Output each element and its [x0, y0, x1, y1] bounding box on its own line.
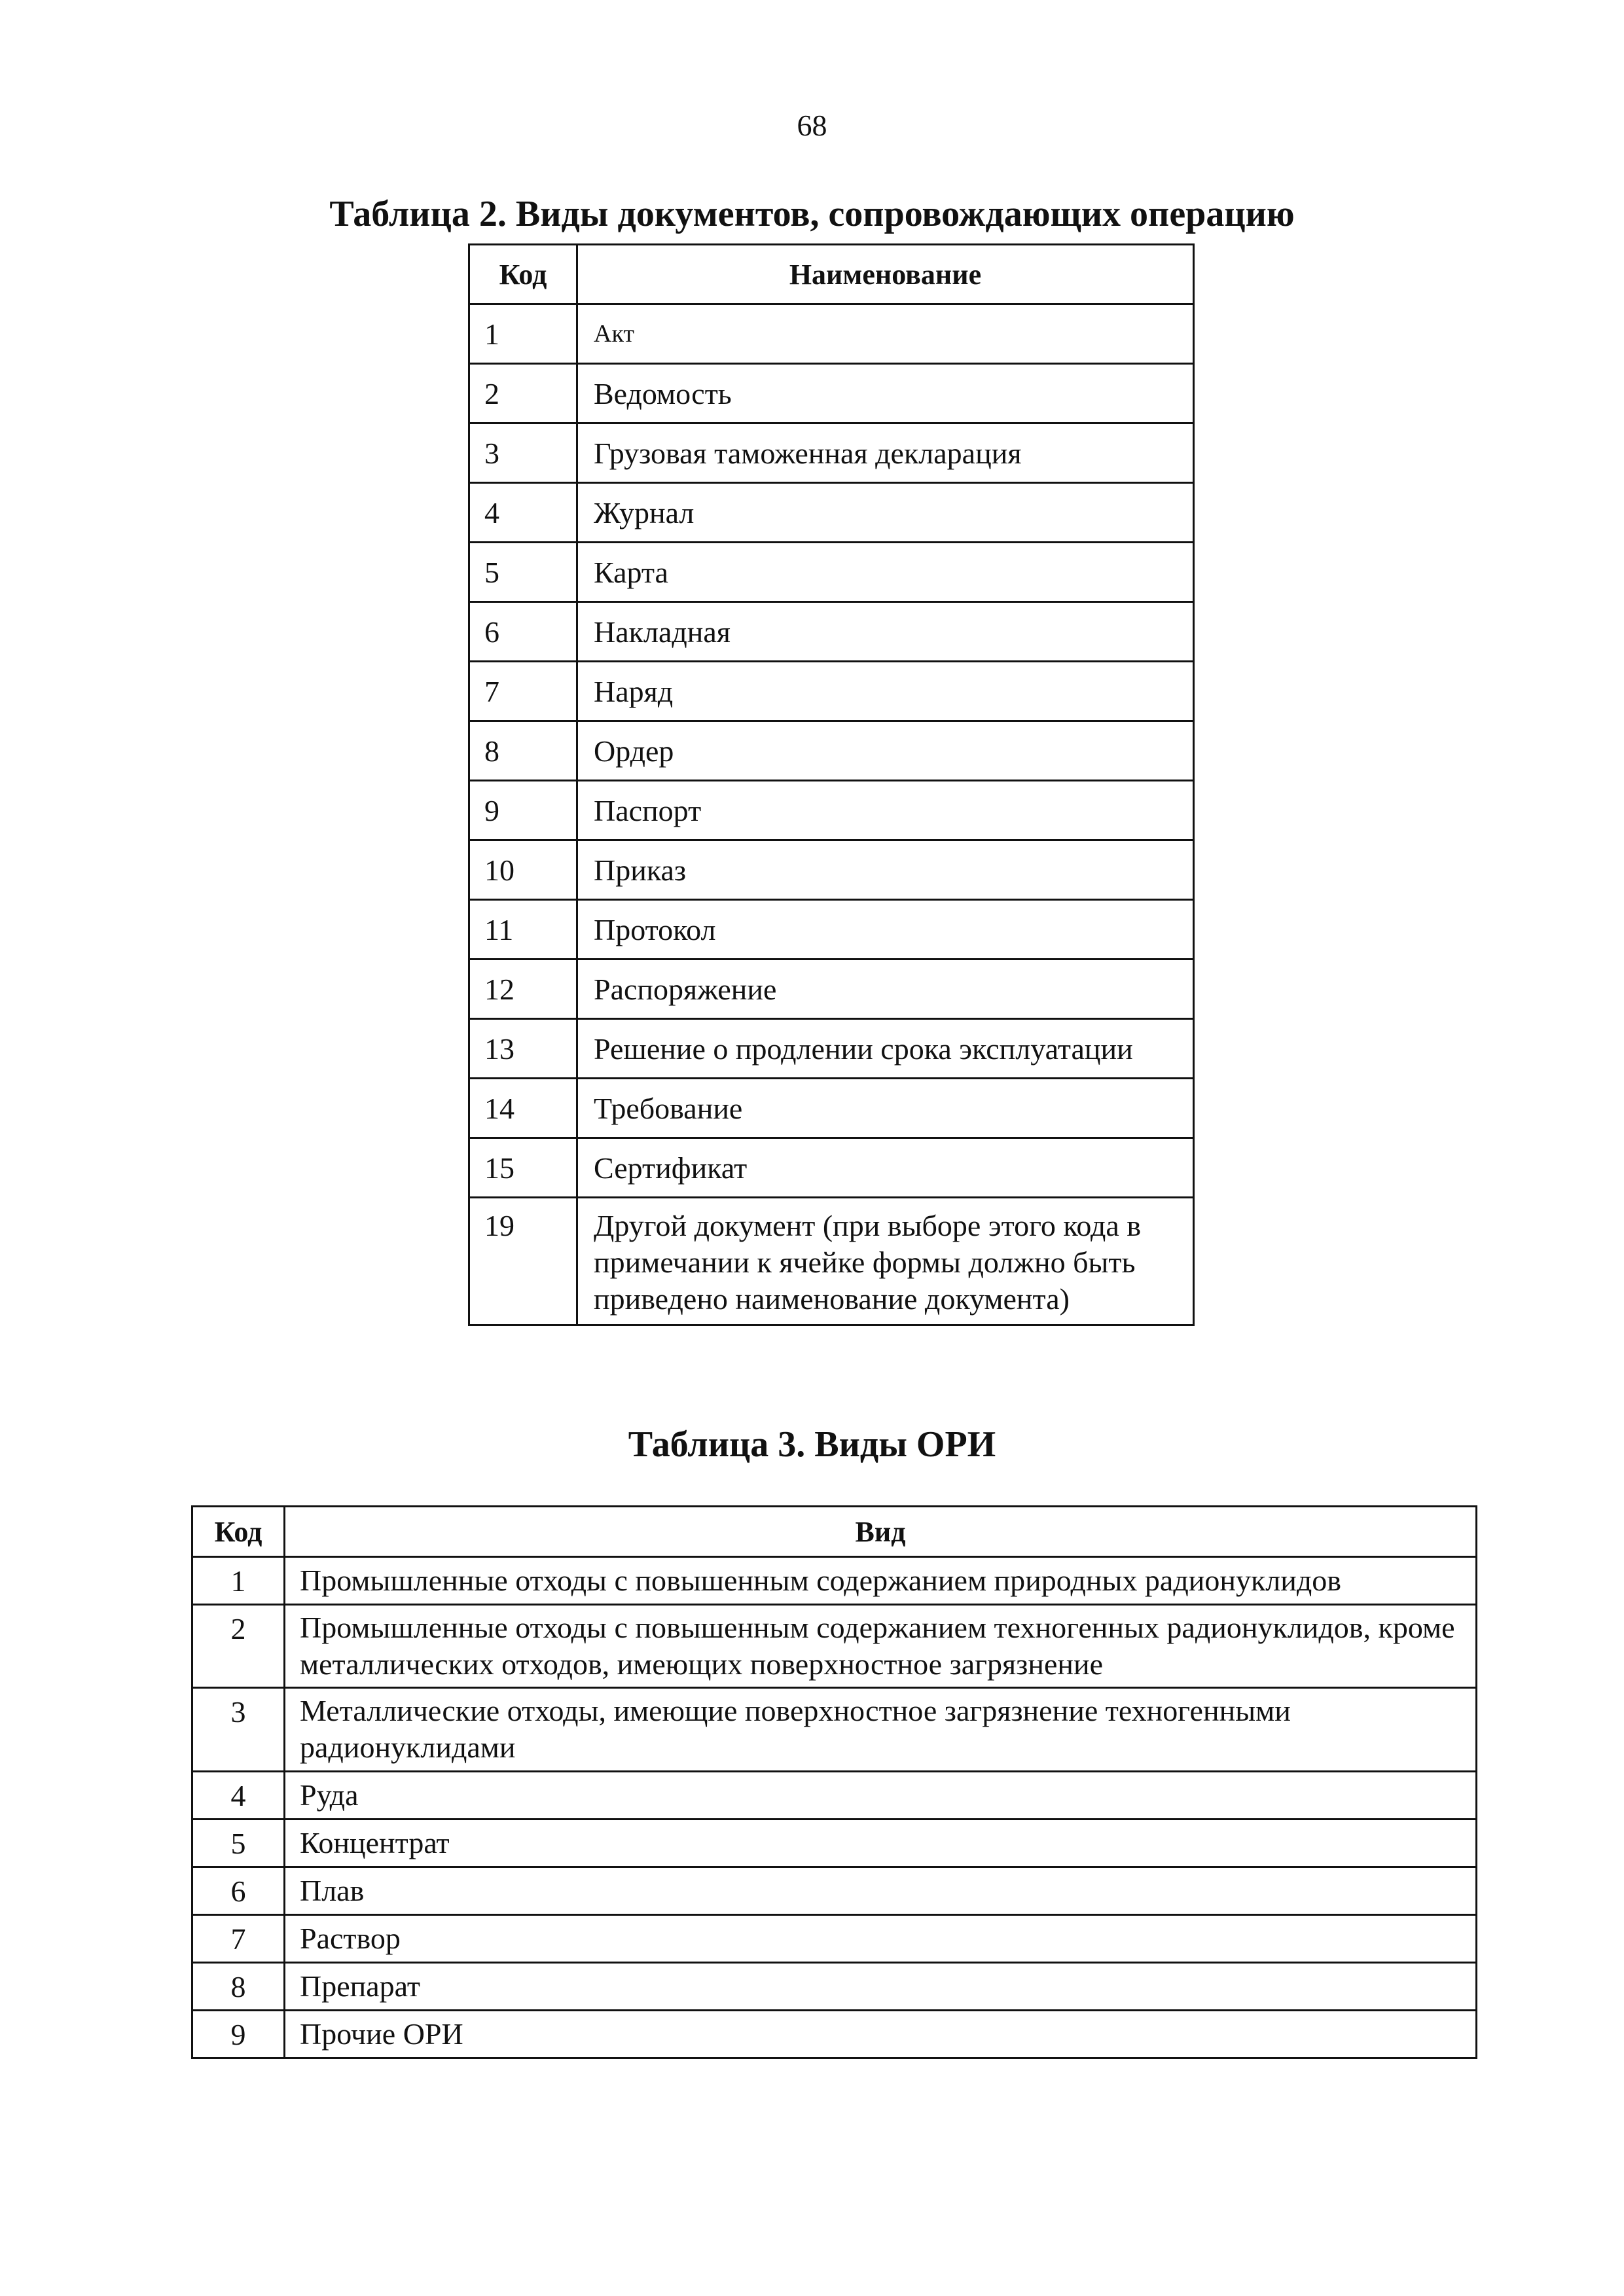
row-code: 9 [469, 781, 577, 840]
table-row [469, 840, 1194, 900]
table-row [469, 543, 1194, 602]
table-row [192, 1771, 1477, 1819]
row-code: 2 [192, 1605, 285, 1688]
row-code: 6 [192, 1867, 285, 1914]
table-row [192, 1819, 1477, 1867]
table-row [469, 1079, 1194, 1138]
table2-title: Таблица 2. Виды документов, сопровождающих операцию [329, 194, 1295, 234]
table-row [469, 483, 1194, 543]
row-code: 3 [192, 1688, 285, 1771]
row-code: 1 [469, 304, 577, 364]
row-name: Акт [577, 304, 1194, 364]
table-row [469, 662, 1194, 721]
row-kind: Концентрат [285, 1819, 1477, 1867]
row-code: 8 [192, 1962, 285, 2010]
row-code: 4 [469, 483, 577, 543]
row-name: Наряд [577, 662, 1194, 721]
row-kind: Металлические отходы, имеющие поверхностное загрязнение техногенными радионуклидами [285, 1688, 1477, 1771]
row-kind: Раствор [285, 1914, 1477, 1962]
row-kind: Препарат [285, 1962, 1477, 2010]
row-name: Карта [577, 543, 1194, 602]
row-name: Ведомость [577, 364, 1194, 423]
row-code: 11 [469, 900, 577, 960]
row-code: 12 [469, 960, 577, 1019]
row-name: Распоряжение [577, 960, 1194, 1019]
column-header-kind: Вид [285, 1507, 1477, 1557]
row-code: 1 [192, 1557, 285, 1605]
table-row [469, 900, 1194, 960]
document-types-table [468, 243, 1195, 1326]
table-row [469, 1138, 1194, 1198]
table-row [469, 602, 1194, 662]
row-kind: Промышленные отходы с повышенным содержанием природных радионуклидов [285, 1557, 1477, 1605]
table-row [469, 304, 1194, 364]
row-kind: Плав [285, 1867, 1477, 1914]
column-header-name: Наименование [577, 245, 1194, 304]
row-code: 7 [469, 662, 577, 721]
row-code: 3 [469, 423, 577, 483]
row-code: 5 [469, 543, 577, 602]
page-number: 68 [797, 109, 827, 142]
table-row [469, 364, 1194, 423]
table-row [192, 2011, 1477, 2058]
row-name: Паспорт [577, 781, 1194, 840]
row-code: 7 [192, 1914, 285, 1962]
row-code: 5 [192, 1819, 285, 1867]
table-row [469, 721, 1194, 781]
row-name: Протокол [577, 900, 1194, 960]
row-code: 15 [469, 1138, 577, 1198]
column-header-code: Код [192, 1507, 285, 1557]
row-name: Решение о продлении срока эксплуатации [577, 1019, 1194, 1079]
row-kind: Прочие ОРИ [285, 2011, 1477, 2058]
row-kind: Руда [285, 1771, 1477, 1819]
table-row [469, 960, 1194, 1019]
row-code: 13 [469, 1019, 577, 1079]
table-row [192, 1867, 1477, 1914]
row-code: 8 [469, 721, 577, 781]
row-name: Накладная [577, 602, 1194, 662]
row-name: Требование [577, 1079, 1194, 1138]
row-name: Сертификат [577, 1138, 1194, 1198]
table-row [469, 1198, 1194, 1325]
ori-types-table [191, 1505, 1477, 2059]
row-code: 19 [469, 1198, 577, 1325]
row-code: 9 [192, 2011, 285, 2058]
row-name: Другой документ (при выборе этого кода в примечании к ячейке формы должно быть приведено наименование документа) [577, 1198, 1194, 1325]
table-header-row [192, 1507, 1477, 1557]
table-row [192, 1914, 1477, 1962]
table-row [192, 1557, 1477, 1605]
row-name: Журнал [577, 483, 1194, 543]
table-row [469, 423, 1194, 483]
row-code: 4 [192, 1771, 285, 1819]
row-code: 6 [469, 602, 577, 662]
column-header-code: Код [469, 245, 577, 304]
row-name: Грузовая таможенная декларация [577, 423, 1194, 483]
row-name: Приказ [577, 840, 1194, 900]
table-row [192, 1962, 1477, 2010]
row-kind: Промышленные отходы с повышенным содержанием техногенных радионуклидов, кроме металлических отходов, имеющих поверхностное загрязнение [285, 1605, 1477, 1688]
table-row [192, 1605, 1477, 1688]
table-row [469, 1019, 1194, 1079]
table-row [469, 781, 1194, 840]
row-code: 14 [469, 1079, 577, 1138]
table-row [192, 1688, 1477, 1771]
row-name: Ордер [577, 721, 1194, 781]
row-code: 2 [469, 364, 577, 423]
table-header-row [469, 245, 1194, 304]
table3-title: Таблица 3. Виды ОРИ [628, 1424, 996, 1465]
row-code: 10 [469, 840, 577, 900]
